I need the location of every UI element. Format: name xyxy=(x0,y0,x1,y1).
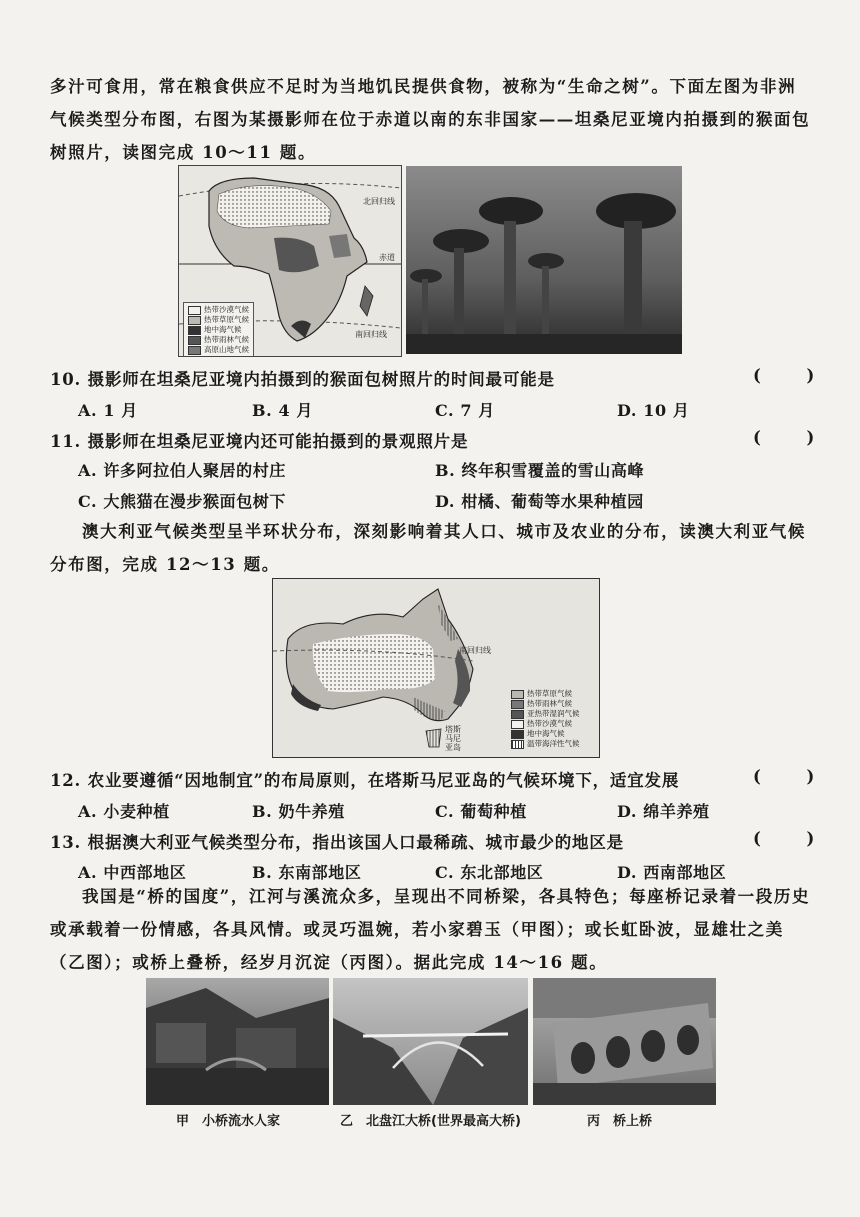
legend-swatch xyxy=(511,690,524,699)
q13-option-c[interactable]: C. 东北部地区 xyxy=(435,863,544,882)
q12-option-a[interactable]: A. 小麦种植 xyxy=(78,802,170,821)
beipanjiang-bridge-drawing xyxy=(333,978,528,1105)
question-10: 10. 摄影师在坦桑尼亚境内拍摄到的猴面包树照片的时间最可能是 xyxy=(50,370,555,389)
bridge-photo-jia xyxy=(146,978,329,1105)
caption-jia: 甲 小桥流水人家 xyxy=(176,1114,281,1129)
legend-item: 温带海洋性气候 xyxy=(511,739,580,749)
tropic-north-label: 北回归线 xyxy=(363,197,395,206)
q12-option-c[interactable]: C. 葡萄种植 xyxy=(435,802,527,821)
baobab-trees-drawing xyxy=(406,166,682,354)
q11-option-a[interactable]: A. 许多阿拉伯人聚居的村庄 xyxy=(78,461,286,480)
legend-swatch xyxy=(188,326,201,335)
legend-swatch xyxy=(188,346,201,355)
q11-option-d[interactable]: D. 柑橘、葡萄等水果种植园 xyxy=(435,492,644,511)
legend-swatch xyxy=(188,306,201,315)
q13-option-d[interactable]: D. 西南部地区 xyxy=(617,863,727,882)
legend-item: 地中海气候 xyxy=(511,729,580,739)
legend-swatch xyxy=(511,710,524,719)
q10-option-a[interactable]: A. 1 月 xyxy=(78,401,138,420)
q11-option-c[interactable]: C. 大熊猫在漫步猴面包树下 xyxy=(78,492,286,511)
caption-yi: 乙 北盘江大桥(世界最高大桥) xyxy=(340,1114,521,1129)
answer-bracket[interactable]: ( ) xyxy=(753,767,835,786)
bridge-photo-bing xyxy=(533,978,716,1105)
q10-option-c[interactable]: C. 7 月 xyxy=(435,401,495,420)
q12-option-d[interactable]: D. 绵羊养殖 xyxy=(617,802,710,821)
q10-option-b[interactable]: B. 4 月 xyxy=(252,401,313,420)
question-13: 13. 根据澳大利亚气候类型分布，指出该国人口最稀疏、城市最少的地区是 xyxy=(50,833,624,852)
legend-item: 热带草原气候 xyxy=(188,315,249,325)
question-11: 11. 摄影师在坦桑尼亚境内还可能拍摄到的景观照片是 xyxy=(50,432,469,451)
legend-swatch xyxy=(188,336,201,345)
africa-legend xyxy=(183,302,254,357)
equator-label: 赤道 xyxy=(379,253,395,262)
australia-climate-map xyxy=(272,578,600,758)
q13-option-b[interactable]: B. 东南部地区 xyxy=(252,863,362,882)
legend-swatch xyxy=(188,316,201,325)
q10-option-d[interactable]: D. 10 月 xyxy=(617,401,690,420)
legend-item: 热带沙漠气候 xyxy=(511,719,580,729)
africa-climate-map xyxy=(178,165,402,357)
legend-item: 热带雨林气候 xyxy=(188,335,249,345)
baobab-photo xyxy=(406,166,682,354)
legend-item: 高原山地气候 xyxy=(188,345,249,355)
intro-paragraph-1: 多汁可食用，常在粮食供应不足时为当地饥民提供食物，被称为“生命之树”。下面左图为非洲气候类型分布图，右图为某摄影师在位于赤道以南的东非国家——坦桑尼亚境内拍摄到的猴面包树照片，读图完成 10～11 题。 xyxy=(50,77,811,162)
q13-option-a[interactable]: A. 中西部地区 xyxy=(78,863,187,882)
tropic-south-label: 南回归线 xyxy=(459,646,491,655)
legend-item: 亚热带湿润气候 xyxy=(511,709,580,719)
legend-swatch xyxy=(511,740,524,749)
intro-paragraph-2: 澳大利亚气候类型呈半环状分布，深刻影响着其人口、城市及农业的分布，读澳大利亚气候分布图，完成 12～13 题。 xyxy=(50,522,806,574)
legend-item: 地中海气候 xyxy=(188,325,249,335)
legend-swatch xyxy=(511,700,524,709)
tasmania-label: 塔斯马尼亚岛 xyxy=(445,725,461,752)
bridge-on-bridge-drawing xyxy=(533,978,716,1105)
legend-swatch xyxy=(511,720,524,729)
tropic-south-label: 南回归线 xyxy=(355,330,387,339)
question-12: 12. 农业要遵循“因地制宜”的布局原则，在塔斯马尼亚岛的气候环境下，适宜发展 xyxy=(50,771,680,790)
intro-paragraph-3: 我国是“桥的国度”，江河与溪流众多，呈现出不同桥梁，各具特色；每座桥记录着一段历史或承载着一份情感，各具风情。或灵巧温婉，若小家碧玉（甲图）；或长虹卧波，显雄壮之美（乙图）；或桥上叠桥，经岁月沉淀（丙图）。据此完成 14～16 题。 xyxy=(50,887,811,972)
legend-item: 热带草原气候 xyxy=(511,689,580,699)
answer-bracket[interactable]: ( ) xyxy=(753,428,835,447)
answer-bracket[interactable]: ( ) xyxy=(753,366,835,385)
small-bridge-drawing xyxy=(146,978,329,1105)
answer-bracket[interactable]: ( ) xyxy=(753,829,835,848)
caption-bing: 丙 桥上桥 xyxy=(587,1114,653,1129)
legend-item: 热带沙漠气候 xyxy=(188,305,249,315)
legend-item: 热带雨林气候 xyxy=(511,699,580,709)
q11-option-b[interactable]: B. 终年积雪覆盖的雪山高峰 xyxy=(435,461,645,480)
australia-legend xyxy=(511,689,580,749)
bridge-photo-yi xyxy=(333,978,528,1105)
legend-swatch xyxy=(511,730,524,739)
q12-option-b[interactable]: B. 奶牛养殖 xyxy=(252,802,345,821)
